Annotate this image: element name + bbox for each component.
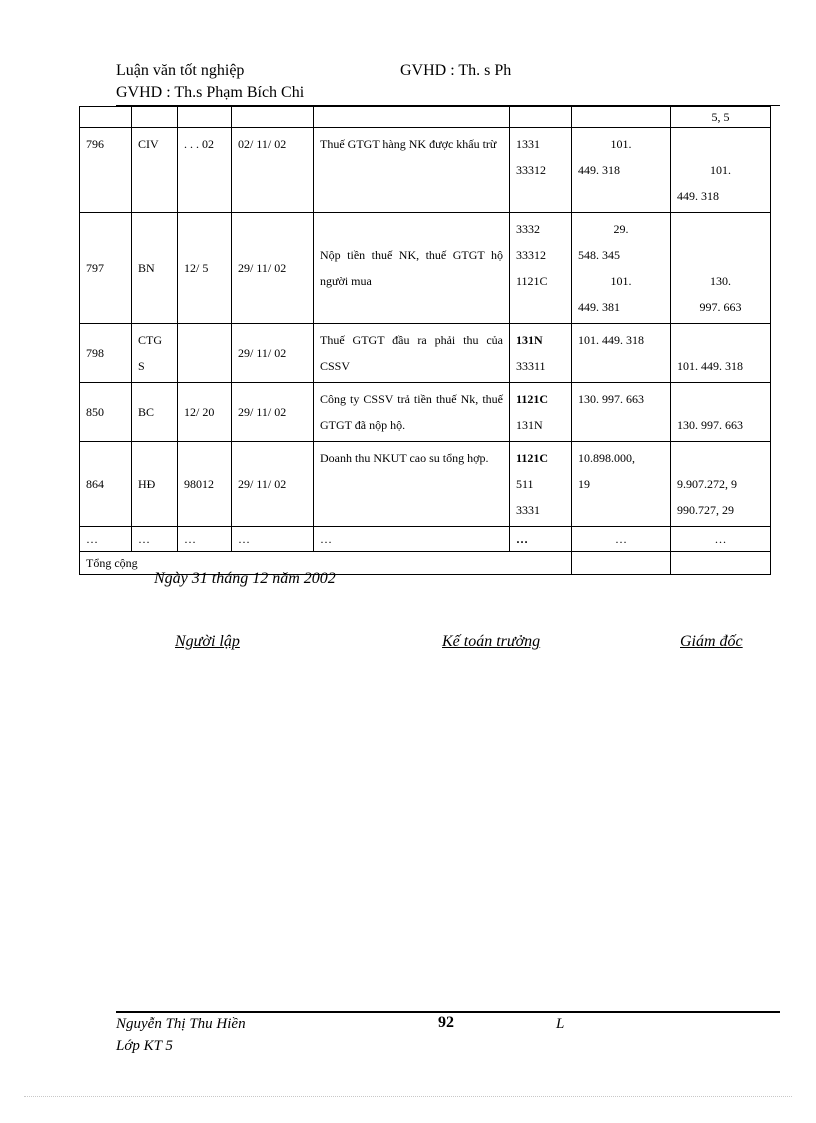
account-cell (510, 383, 572, 442)
entry-date: 29/ 11/ 02 (232, 383, 314, 442)
table-row (80, 324, 771, 383)
doc-no: 98012 (178, 442, 232, 527)
debit-amount: 29. (613, 222, 629, 236)
credit-amount: 101. (710, 163, 731, 177)
account-cell (510, 213, 572, 324)
credit-cell: 5, 5 (671, 107, 771, 128)
credit-cell (671, 324, 771, 383)
total-label: Tổng cộng (80, 552, 572, 575)
table-row (80, 213, 771, 324)
entry-no: 798 (80, 324, 132, 383)
doc-no: 12/ 5 (178, 213, 232, 324)
signature-director: Giám đốc (680, 633, 743, 650)
account-code: 3331 (516, 503, 540, 517)
credit-cell (671, 213, 771, 324)
doc-type: BC (132, 383, 178, 442)
entry-date: 02/ 11/ 02 (232, 128, 314, 213)
entry-no: 864 (80, 442, 132, 527)
debit-amount: 19 (578, 477, 590, 491)
account-code: 1121C (516, 392, 549, 406)
entry-date: 29/ 11/ 02 (232, 213, 314, 324)
footer-rule (116, 1011, 780, 1013)
report-date: Ngày 31 tháng 12 năm 2002 (154, 570, 336, 587)
credit-cell (671, 128, 771, 213)
doc-no: 12/ 20 (178, 383, 232, 442)
table-row (80, 442, 771, 527)
credit-amount: 130. 997. 663 (677, 418, 743, 432)
ellipsis-cell: … (510, 527, 572, 552)
account-code: 131N (516, 333, 543, 347)
page-bottom-divider (24, 1096, 792, 1097)
credit-amount: 101. 449. 318 (677, 359, 743, 373)
account-cell (510, 442, 572, 527)
ledger-table (79, 106, 771, 575)
debit-cell (572, 128, 671, 213)
table-row (80, 107, 771, 128)
debit-amount: 10.898.000, (578, 451, 635, 465)
advisor-full: GVHD : Th.s Phạm Bích Chi (116, 84, 305, 101)
footer-letter: L (556, 1016, 565, 1032)
credit-amount: 997. 663 (699, 300, 742, 314)
doc-type: CTG S (132, 324, 178, 383)
entry-date: 29/ 11/ 02 (232, 324, 314, 383)
description: Công ty CSSV trả tiền thuế Nk, thuế GTGT đã nộp hộ. (314, 383, 510, 442)
signature-preparer: Người lập (175, 633, 240, 650)
account-code: 1121C (516, 451, 549, 465)
description: Thuế GTGT đầu ra phải thu của CSSV (314, 324, 510, 383)
doc-type: CIV (132, 128, 178, 213)
ellipsis-cell: … (572, 527, 671, 552)
advisor-short: GVHD : Th. s Ph (400, 62, 512, 79)
credit-amount: 9.907.272, 9 (677, 477, 737, 491)
footer-author: Nguyễn Thị Thu Hiền (116, 1016, 246, 1032)
account-code: 1331 (516, 137, 540, 151)
debit-amount: 449. 318 (578, 163, 620, 177)
credit-cell (671, 383, 771, 442)
signature-chief-accountant: Kế toán trưởng (442, 633, 541, 650)
footer-class: Lớp KT 5 (116, 1038, 173, 1054)
account-cell (510, 128, 572, 213)
account-code: 3332 (516, 222, 540, 236)
debit-amount: 548. 345 (578, 248, 620, 262)
doc-no: . . . 02 (178, 128, 232, 213)
account-code: 1121C (516, 274, 548, 288)
debit-amount: 130. 997. 663 (578, 392, 644, 406)
debit-cell (572, 324, 671, 383)
ellipsis-cell: … (671, 527, 771, 552)
credit-cell (671, 442, 771, 527)
description: Thuế GTGT hàng NK được khấu trừ (314, 128, 510, 213)
credit-amount: 130. (710, 274, 731, 288)
doc-type: HĐ (132, 442, 178, 527)
debit-cell (572, 442, 671, 527)
debit-amount: 449. 381 (578, 300, 620, 314)
description: Doanh thu NKUT cao su tổng hợp. (314, 442, 510, 527)
entry-no: 796 (80, 128, 132, 213)
credit-amount: 449. 318 (677, 189, 719, 203)
ellipsis-cell: … (132, 527, 178, 552)
entry-no: 797 (80, 213, 132, 324)
account-code: 511 (516, 477, 534, 491)
table-row (80, 128, 771, 213)
ellipsis-cell: … (80, 527, 132, 552)
ellipsis-cell: … (178, 527, 232, 552)
debit-cell (572, 213, 671, 324)
debit-amount: 101. (610, 274, 632, 288)
debit-amount: 101. 449. 318 (578, 333, 644, 347)
account-code: 131N (516, 418, 543, 432)
account-code: 33312 (516, 248, 546, 262)
thesis-title: Luận văn tốt nghiệp (116, 62, 245, 79)
entry-no: 850 (80, 383, 132, 442)
doc-type: BN (132, 213, 178, 324)
page-number: 92 (438, 1014, 454, 1031)
ellipsis-cell: … (314, 527, 510, 552)
debit-cell (572, 383, 671, 442)
account-code: 33311 (516, 359, 546, 373)
ellipsis-cell: … (232, 527, 314, 552)
debit-amount: 101. (610, 137, 632, 151)
table-row (80, 383, 771, 442)
account-code: 33312 (516, 163, 546, 177)
entry-date: 29/ 11/ 02 (232, 442, 314, 527)
description: Nộp tiền thuế NK, thuế GTGT hộ người mua (314, 213, 510, 324)
table-row (80, 527, 771, 552)
credit-amount: 990.727, 29 (677, 503, 734, 517)
account-cell (510, 324, 572, 383)
